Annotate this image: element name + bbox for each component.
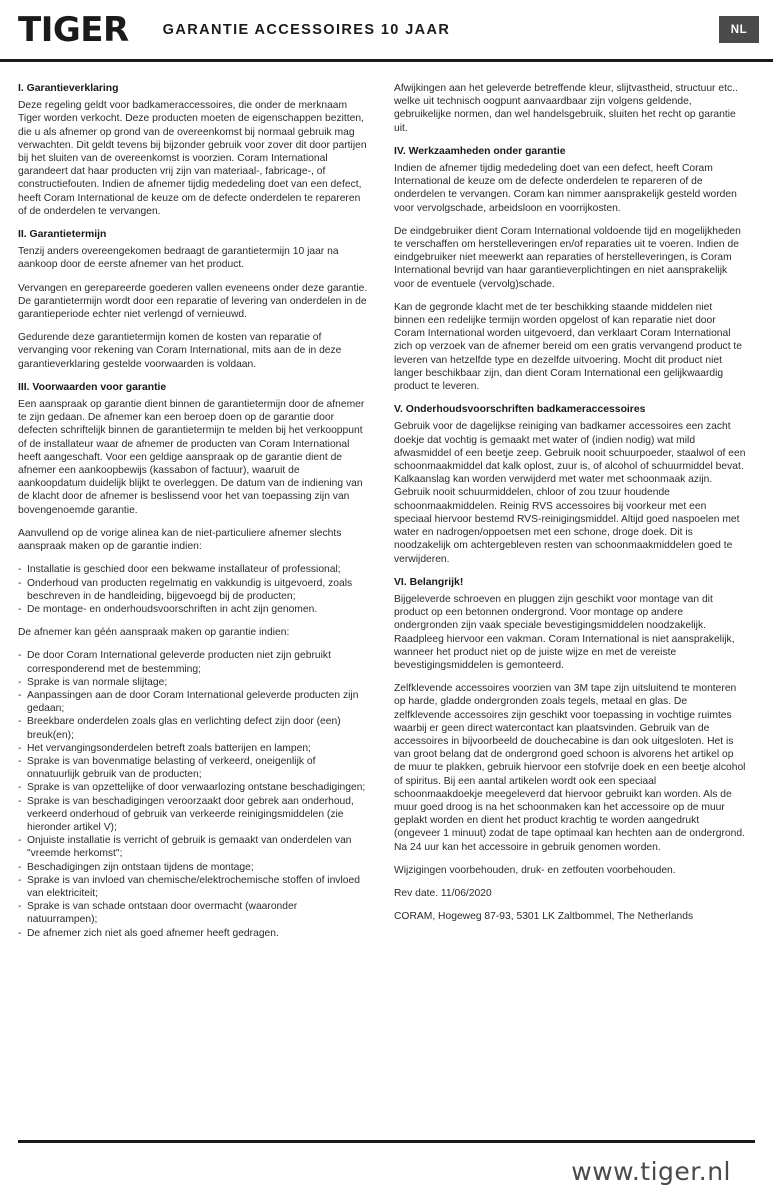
paragraph-onderhoud-1: Gebruik voor de dagelijkse reiniging van badkamer accessoires een zacht doekje dat vochtig is gemaakt met water of (indien nodig) wat mild afwasmiddel of een beetje zeep. Gebruik nooit schuurpoeder, staalwol of een schoonmaakmiddel dat kalk oplost, zuur is, of alcohol of schuurmiddel bevat. Kalkaanslag kan worden verwijderd met water met schoonmaak azijn. Gebruik nooit schuurmiddelen, chloor of zou tzuur houdende schoonmaakmiddelen. Reinig RVS accessoires bij voorkeur met een speciaal hiervoor bestemd RVS-reinigingsmiddel. Altijd goed naspoelen met water en nadrogen/oppoetsen met een schone, droge doek. Dit is noodzakelijk om achtergebleven resten van schoonmaakmiddelen goed te verwijderen. — [394, 421, 746, 565]
paragraph-werkzaamheden-2: De eindgebruiker dient Coram International voldoende tijd en mogelijkheden te verschaffen om herstelleveringen en/of reparaties uit te voeren. Indien de eindgebruiker niet meewerkt aan reparaties of herstelleveringen, is Coram International bevrijd van haar garantieverplichtingen en niet aansprakelijk voor de eventuele (vervolg)schade. — [394, 225, 741, 290]
list-item: - Sprake is van normale slijtage; — [18, 676, 370, 689]
closing-note: Wijzigingen voorbehouden, druk- en zetfouten voorbehouden. — [394, 864, 676, 876]
list-item: - Sprake is van opzettelijke of door verwaarlozing ontstane beschadigingen; — [18, 781, 370, 794]
conditions-list-eligible — [18, 563, 370, 616]
language-badge: NL — [719, 16, 759, 43]
tiger-logo: TIGER — [18, 9, 129, 50]
left-column — [18, 82, 370, 1140]
paragraph-garantietermijn-1: Tenzij anders overeengekomen bedraagt de garantietermijn 10 jaar na aankoop door de eerste afnemer van het product. — [18, 246, 339, 271]
paragraph-garantieverklaring-1: Deze regeling geldt voor badkameraccessoires, die onder de merknaam Tiger worden verkocht. Deze producten moeten de eigenschappen bezitten, die u als afnemer op grond van de overeenkomst bij normaal gebruik mag verwachten. Dit geldt tevens bij bijzonder gebruik voor zover dit door partijen bij het sluiten van de overeenkomst is voorzien. Coram International garandeert dat haar producten vrij zijn van materiaal-, fabricage-, of constructiefouten. Indien de afnemer tijdig mededeling doet van een defect, heeft Coram International de keuze om de defecte onderdelen te repareren of de onderdelen te vervangen. — [18, 100, 367, 217]
paragraph-voorwaarden-3: De afnemer kan géén aanspraak maken op garantie indien: — [18, 627, 290, 639]
page-title: GARANTIE ACCESSOIRES 10 JAAR — [162, 21, 451, 38]
list-item: - De montage- en onderhoudsvoorschriften in acht zijn genomen. — [18, 603, 370, 616]
list-item: - De afnemer zich niet als goed afnemer heeft gedragen. — [18, 927, 370, 940]
paragraph-garantietermijn-3: Gedurende deze garantietermijn komen de kosten van reparatie of vervanging voor rekening van Coram International, mits aan de in deze garantieverklaring gestelde voorwaarden is voldaan. — [18, 332, 342, 370]
revision-date: Rev date. 11/06/2020 — [394, 887, 492, 899]
paragraph-werkzaamheden-3: Kan de gegronde klacht met de ter beschikking staande middelen niet binnen een redelijke termijn worden opgelost of kan reparatie niet door Coram International worden uitgevoerd, dan verklaart Coram International zich op verzoek van de afnemer bereid om een gratis vervangend product te leveren van hetzelfde type en dezelfde uitvoering. Mocht dit product niet langer beschikbaar zijn, dan dient Coram International een gelijkwaardig product te leveren. — [394, 301, 743, 393]
list-item: - Onderhoud van producten regelmatig en vakkundig is uitgevoerd, zoals beschreven in de handleiding, bijgevoegd bij de producten; — [18, 577, 370, 603]
paragraph-werkzaamheden-1: Indien de afnemer tijdig mededeling doet van een defect, heeft Coram International de keuze om de defecte onderdelen te repareren of de onderdelen te vervangen. Coram kan nimmer aansprakelijk gesteld worden voor vervolgschade, arbeidsloon en voorrijkosten. — [394, 163, 737, 214]
list-item: - Sprake is van schade ontstaan door overmacht (waaronder natuurrampen); — [18, 900, 370, 926]
company-address: CORAM, Hogeweg 87-93, 5301 LK Zaltbommel, The Netherlands — [394, 911, 694, 923]
document-header — [0, 0, 773, 62]
section-heading-garantieverklaring: I. Garantieverklaring — [18, 83, 119, 94]
list-item: - Het vervangingsonderdelen betreft zoals batterijen en lampen; — [18, 742, 370, 755]
list-item: - Sprake is van beschadigingen veroorzaakt door gebrek aan onderhoud, verkeerd onderhoud of gebruik van verkeerde reinigingsmiddelen (zie hieronder artikel V); — [18, 795, 370, 835]
paragraph-voorwaarden-1: Een aanspraak op garantie dient binnen de garantietermijn door de afnemer te zijn gedaan. De afnemer kan een beroep doen op de garantie door defecten schriftelijk binnen de garantietermijn te melden bij het verkooppunt of de installateur waar de afnemer de producten van Coram International heeft aangeschaft. Voor een geldige aanspraak op de garantie dient de afnemer een aankoopbewijs (kassabon of factuur), waaruit de aankoopdatum duidelijk blijkt te overleggen. De datum van de indiening van de klacht door de afnemer is beslissend voor het van toepassing zijn van bovengenoemde garantie. — [18, 399, 365, 516]
list-item: - Beschadigingen zijn ontstaan tijdens de montage; — [18, 861, 370, 874]
paragraph-garantietermijn-2: Vervangen en gerepareerde goederen vallen eveneens onder deze garantie. De garantietermijn wordt door een reparatie of levering van onderdelen in de garantieperiode echter niet verlengd of vernieuwd. — [18, 282, 368, 321]
list-item: - De door Coram International geleverde producten niet zijn gebruikt corresponderend met de bestemming; — [18, 649, 370, 675]
section-heading-garantietermijn: II. Garantietermijn — [18, 229, 107, 241]
right-column — [394, 82, 746, 1140]
list-item: - Sprake is van invloed van chemische/elektrochemische stoffen of invloed van elektriciteit; — [18, 874, 370, 900]
list-item: - Onjuiste installatie is verricht of gebruik is gemaakt van onderdelen van "vreemde herkomst"; — [18, 834, 370, 860]
list-item: - Aanpassingen aan de door Coram International geleverde producten zijn gedaan; — [18, 689, 370, 715]
list-item: - Breekbare onderdelen zoals glas en verlichting defect zijn door (een) breuk(en); — [18, 715, 370, 741]
document-body — [0, 62, 773, 1140]
footer-wrapper — [0, 1140, 773, 1200]
paragraph-afwijkingen: Afwijkingen aan het geleverde betreffende kleur, slijtvastheid, structuur etc.. welke uit technisch oogpunt aanvaardbaar zijn volgens geldende, gebruikelijke normen, dan wel handelsgebruik, sluiten het recht op garantie uit. — [394, 83, 738, 134]
paragraph-voorwaarden-2: Aanvullend op de vorige alinea kan de niet-particuliere afnemer slechts aanspraak maken op de garantie indien: — [18, 527, 342, 553]
section-heading-onderhoudsvoorschriften: V. Onderhoudsvoorschriften badkameraccessoires — [394, 404, 646, 416]
section-heading-werkzaamheden: IV. Werkzaamheden onder garantie — [394, 145, 566, 157]
paragraph-belangrijk-2: Zelfklevende accessoires voorzien van 3M tape zijn uitsluitend te monteren op harde, gladde ondergronden zoals tegels, metaal en glas. De zelfklevende accessoires zijn geschikt voor toepassing in vochtige ruimtes waarbij er geen direct watercontact kan plaatsvinden. Gebruik van de accessoires in bijvoorbeeld de douchecabine is dan ook uitgesloten. Het is van groot belang dat de ondergrond goed schoon is alvorens het artikel op de muur te plakken, gebruik hiervoor een stofvrije doek en een beetje alcohol of spiritus. Bij een aantal artikelen wordt ook een speciaal schoonmaakdoekje meegeleverd dat hiervoor gebruikt kan worden. Als de muur goed droog is na het schoonmaken kan het accessoire op de muur geplakt worden en dient het product krachtig te worden aangedrukt (ongeveer 1 minuut) zodat de tape optimaal kan hechten aan de ondergrond. Na 24 uur kan het accessoire in gebruik genomen worden. — [394, 683, 746, 853]
paragraph-belangrijk-1: Bijgeleverde schroeven en pluggen zijn geschikt voor montage van dit product op een betonnen ondergrond. Voor montage op andere ondergronden zijn vaak speciale bevestigingsmiddelen noodzakelijk. Raadpleeg hiervoor een vakman. Coram International is niet aansprakelijk, wanneer het product niet op de juiste wijze en met de vereiste bevestigingsmiddelen is gemonteerd. — [394, 593, 735, 671]
list-item: - Sprake is van bovenmatige belasting of verkeerd, oneigenlijk of onnatuurlijk gebruik van de producten; — [18, 755, 370, 781]
website-url: www.tiger.nl — [571, 1157, 731, 1186]
list-item: - Installatie is geschied door een bekwame installateur of professional; — [18, 563, 370, 576]
conditions-list-excluded — [18, 649, 370, 939]
section-heading-voorwaarden: III. Voorwaarden voor garantie — [18, 381, 167, 393]
document-footer — [18, 1140, 755, 1200]
section-heading-belangrijk: VI. Belangrijk! — [394, 576, 464, 588]
